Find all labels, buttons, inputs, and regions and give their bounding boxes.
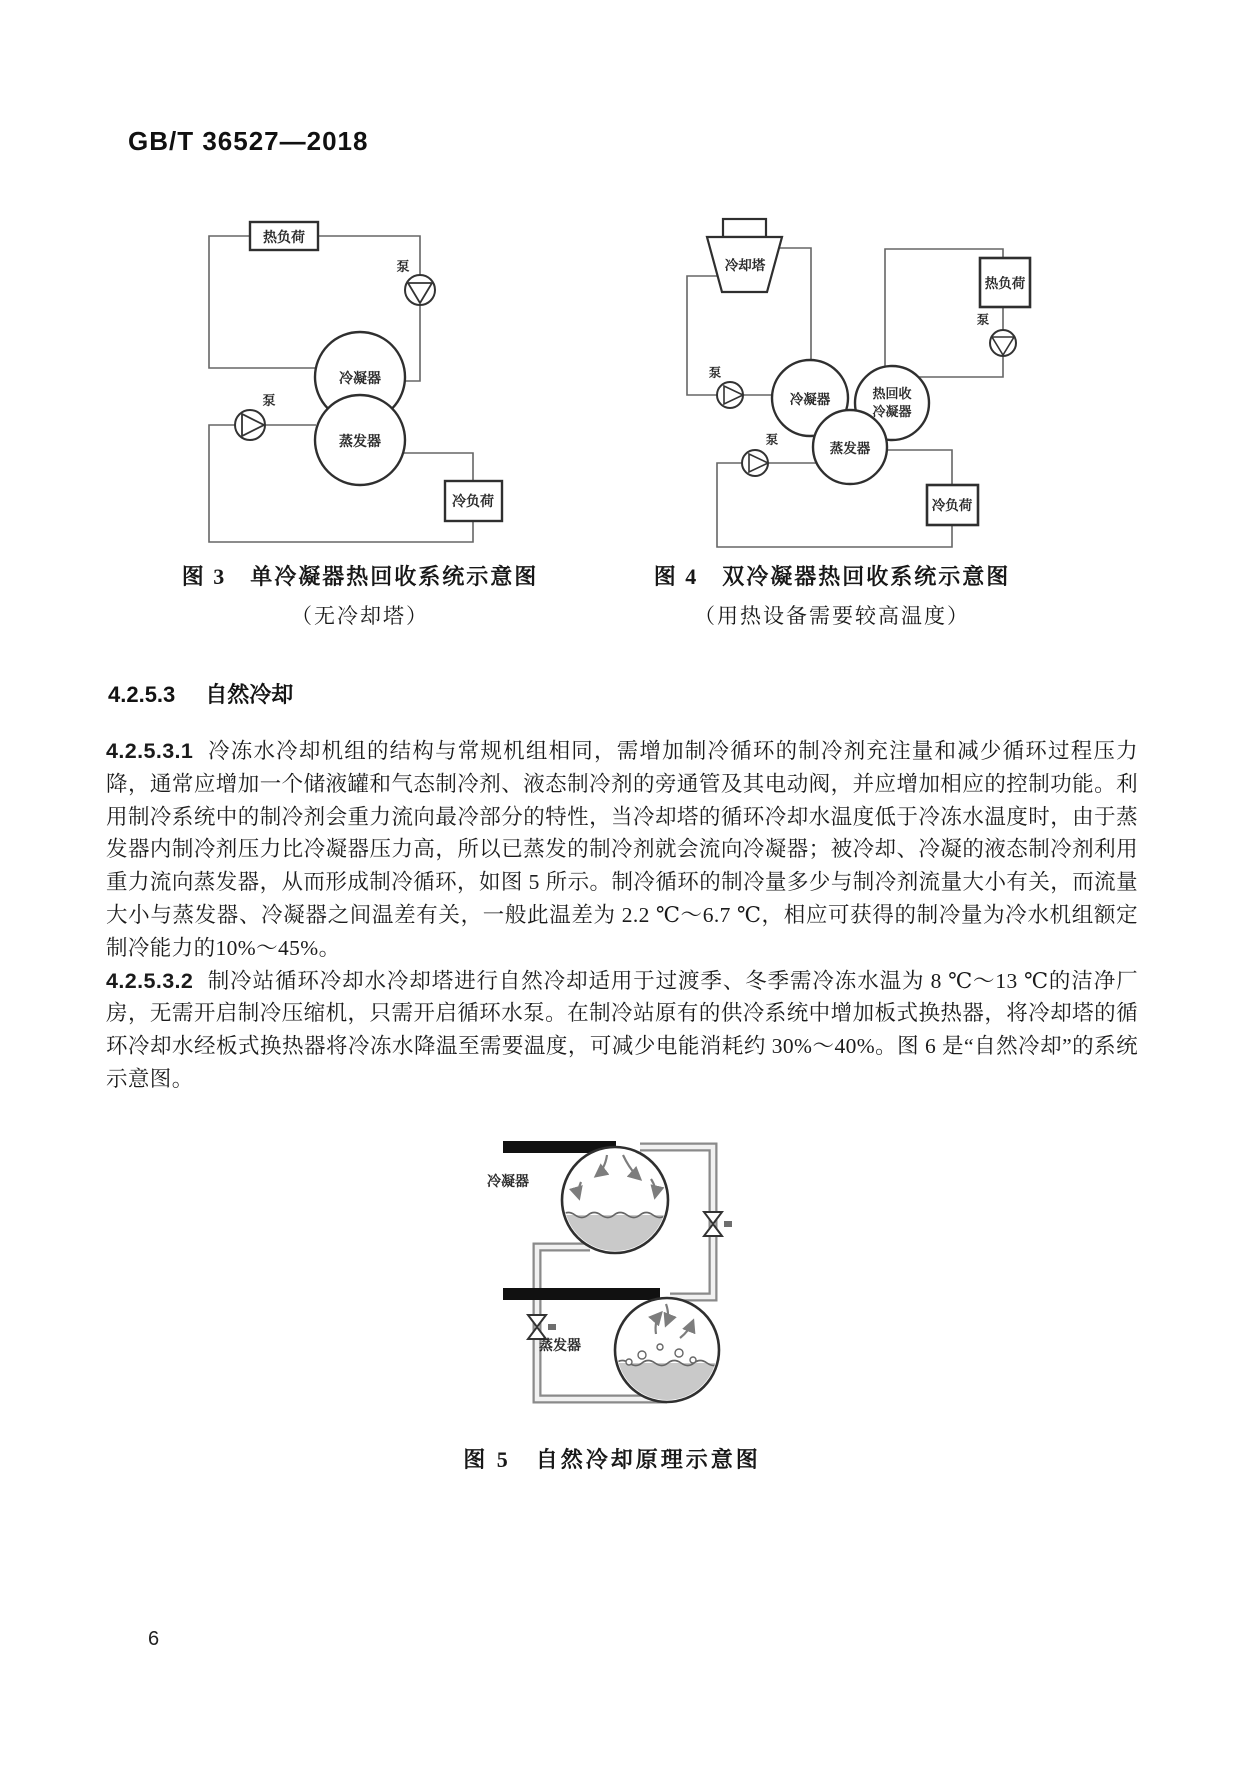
figure-4-caption <box>612 560 1052 630</box>
fig3-pump-top-symbol <box>396 259 435 305</box>
paragraph-4-2-5-3-1 <box>106 735 1138 965</box>
fig4-hr-condenser-label-1: 热回收 <box>872 386 912 401</box>
figure-3-caption-title: 图 3 单冷凝器热回收系统示意图 <box>181 564 539 589</box>
fig5-evaporator-vessel <box>612 1298 722 1405</box>
fig3-pump-left-symbol <box>235 393 276 440</box>
standard-number-header: GB/T 36527—2018 <box>128 126 369 156</box>
clause-number-1: 4.2.5.3.1 <box>106 739 194 763</box>
paragraph-4-2-5-3-2 <box>106 965 1138 1096</box>
fig5-right-valve <box>704 1212 732 1236</box>
figure-5-diagram <box>420 1122 800 1452</box>
fig4-pump-left-label: 泵 <box>708 366 722 380</box>
fig3-condenser-label: 冷凝器 <box>339 370 381 386</box>
fig4-pump-left-symbol <box>709 365 743 408</box>
fig4-heat-load-label: 热负荷 <box>984 276 1026 291</box>
fig4-evaporator-label: 蒸发器 <box>829 441 871 456</box>
fig4-pump-bottom-label: 泵 <box>765 433 779 447</box>
section-heading-title: 自然冷却 <box>205 682 294 707</box>
figure-4-diagram <box>595 185 1055 565</box>
page-number: 6 <box>148 1628 160 1650</box>
section-heading <box>108 678 293 709</box>
clause-text-2: 制冷站循环冷却水冷却塔进行自然冷却适用于过渡季、冬季需冷冻水温为 8 ℃～13 ℃的洁净厂房，无需开启制冷压缩机，只需开启循环水泵。在制冷站原有的供冷系统中增加板式换热器，将冷却塔的循环冷却水经板式换热器将冷冻水降温至需要温度，可减少电能消耗约 30%～40%。图 6 是“自然冷却”的系统示意图。 <box>106 968 1138 1091</box>
fig4-pump-bottom-symbol <box>742 432 779 476</box>
fig4-hr-condenser-label-2: 冷凝器 <box>872 404 912 419</box>
clause-text-1: 冷冻水冷却机组的结构与常规机组相同，需增加制冷循环的制冷剂充注量和减少循环过程压力降，通常应增加一个储液罐和气态制冷剂、液态制冷剂的旁通管及其电动阀，并应增加相应的控制功能。利用制冷系统中的制冷剂会重力流向最冷部分的特性，当冷却塔的循环冷却水温度低于冷冻水温度时，由于蒸发器内制冷剂压力比冷凝器压力高，所以已蒸发的制冷剂就会流向冷凝器；被冷却、冷凝的液态制冷剂利用重力流向蒸发器，从而形成制冷循环，如图 5 所示。制冷循环的制冷量多少与制冷剂流量大小有关，而流量大小与蒸发器、冷凝器之间温差有关，一般此温差为 2.2 ℃～6.7 ℃，相应可获得的制冷量为冷水机组额定制冷能力的10%～45%。 <box>106 739 1138 960</box>
fig4-condenser-label: 冷凝器 <box>789 392 831 407</box>
figure-3-diagram <box>175 185 545 565</box>
fig3-pump-top-label: 泵 <box>396 259 410 274</box>
figure-4-caption-title: 图 4 双冷凝器热回收系统示意图 <box>653 564 1011 589</box>
fig5-evaporator-label: 蒸发器 <box>539 1337 581 1353</box>
fig4-pump-right-symbol <box>977 312 1016 356</box>
fig3-heat-load-label: 热负荷 <box>263 229 305 245</box>
fig4-cooling-tower <box>707 219 782 292</box>
body-text-block <box>106 735 1138 1096</box>
figure-4-caption-note: （用热设备需要较高温度） <box>694 604 970 628</box>
figure-3-caption-note: （无冷却塔） <box>291 604 429 628</box>
figure-5-caption-title: 图 5 自然冷却原理示意图 <box>463 1447 761 1472</box>
fig5-left-valve <box>528 1315 556 1339</box>
fig4-cold-load-label: 冷负荷 <box>931 498 973 513</box>
fig3-pump-left-label: 泵 <box>262 393 276 408</box>
fig4-cooling-tower-label: 冷却塔 <box>724 258 766 273</box>
figure-5-caption <box>392 1443 832 1474</box>
fig4-pump-right-label: 泵 <box>976 313 990 327</box>
fig3-evaporator-label: 蒸发器 <box>339 433 381 449</box>
clause-number-2: 4.2.5.3.2 <box>106 968 194 993</box>
fig3-cold-load-label: 冷负荷 <box>452 493 494 509</box>
section-heading-number: 4.2.5.3 <box>108 682 176 707</box>
fig5-condenser-label: 冷凝器 <box>487 1173 529 1189</box>
figure-3-caption <box>140 560 580 630</box>
fig5-condenser-vessel <box>560 1147 670 1255</box>
